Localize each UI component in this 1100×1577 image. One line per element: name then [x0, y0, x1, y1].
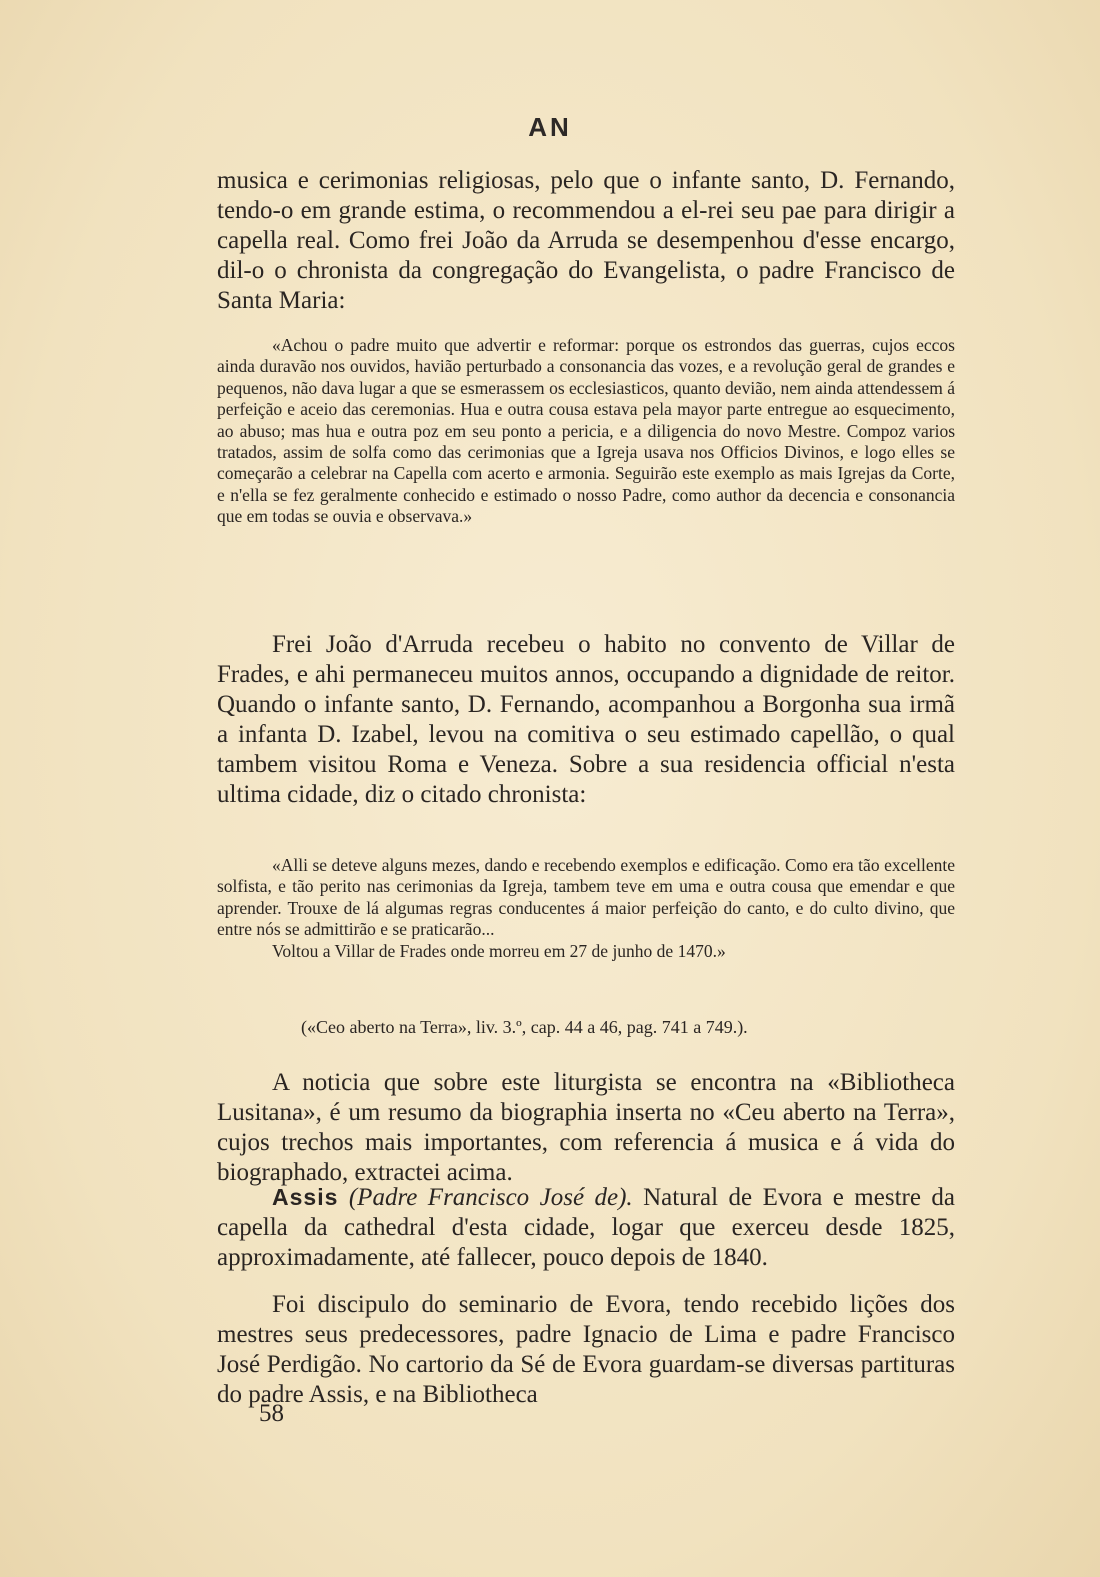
citation: [217, 1016, 955, 1038]
entry-headword: Assis: [272, 1184, 339, 1210]
paragraph-1: [217, 166, 955, 316]
running-head: AN: [528, 112, 572, 142]
page-number: 58: [259, 1400, 284, 1427]
quote-2: [217, 855, 955, 962]
entry-assis-text: [217, 1182, 955, 1273]
citation-text: («Ceo aberto na Terra», liv. 3.º, cap. 44 a 46, pag. 741 a 749.).: [301, 1017, 748, 1037]
quote-1: [217, 335, 955, 528]
quote-2-closing-line: Voltou a Villar de Frades onde morreu em 27 de junho de 1470.»: [272, 940, 726, 961]
paragraph-2: [217, 630, 955, 810]
paragraph-4: [217, 1290, 955, 1410]
entry-assis: [217, 1182, 955, 1273]
paragraph-4-text: Foi discipulo do seminario de Evora, tendo recebido lições dos mestres seus predecessores, padre Ignacio de Lima e padre Francisco José Perdigão. No cartorio da Sé de Evora guardam-se diversas partituras do padre Assis, e na Bibliotheca: [217, 1291, 955, 1408]
paragraph-3-text: A noticia que sobre este liturgista se encontra na «Bibliotheca Lusitana», é um resumo da biographia inserta no «Ceu aberto na Terra», cujos trechos mais importantes, com referencia á musica e á vida do biographado, extractei acima.: [217, 1069, 955, 1186]
paragraph-1-text: musica e cerimonias religiosas, pelo que o infante santo, D. Fernando, tendo-o em grande estima, o recommendou a el-rei seu pae para dirigir a capella real. Como frei João da Arruda se desempenhou d'esse encargo, dil-o o chronista da congregação do Evangelista, o padre Francisco de Santa Maria:: [217, 167, 955, 314]
entry-body: Natural de Evora e mestre da capella da cathedral d'esta cidade, logar que exerceu desde 1825, approximadamente, até fallecer, pouco depois de 1840.: [217, 1184, 955, 1271]
paragraph-3: [217, 1068, 955, 1188]
entry-name: (Padre Francisco José de).: [348, 1184, 633, 1211]
paragraph-2-text: Frei João d'Arruda recebeu o habito no convento de Villar de Frades, e ahi permaneceu muitos annos, occupando a dignidade de reitor. Quando o infante santo, D. Fernando, acompanhou a Borgonha sua irmã a infanta D. Izabel, levou na comitiva o seu estimado capellão, o qual tambem visitou Roma e Veneza. Sobre a sua residencia official n'esta ultima cidade, diz o citado chronista:: [217, 631, 955, 808]
quote-2-text: «Alli se deteve alguns mezes, dando e recebendo exemplos e edificação. Como era tão excellente solfista, e tão perito nas cerimonias da Igreja, tambem teve em uma e outra cousa que emendar e que aprender. Trouxe de lá algumas regras conducentes á maior perfeição do canto, e do culto divino, que entre nós se admittirão e se praticarão...: [217, 855, 955, 940]
quote-1-text: «Achou o padre muito que advertir e reformar: porque os estrondos das guerras, cujos eccos ainda duravão nos ouvidos, havião perturbado a consonancia das vozes, e a revolução geral de grandes e pequenos, não dava lugar a que se esmerassem os ecclesiasticos, quanto devião, nem ainda attendessem á perfeição e aceio das ceremonias. Hua e outra cousa estava pela mayor parte entregue ao esquecimento, ao abuso; mas hua e outra poz em seu ponto a pericia, e a diligencia do novo Mestre. Compoz varios tratados, assim de solfa como das cerimonias que a Igreja usava nos Officios Divinos, e logo elles se começarão a celebrar na Capella com acerto e armonia. Seguirão este exemplo as mais Igrejas da Corte, e n'ella se fez geralmente conhecido e estimado o nosso Padre, como author da decencia e consonancia que em todas se ouvia e observava.»: [217, 335, 955, 527]
